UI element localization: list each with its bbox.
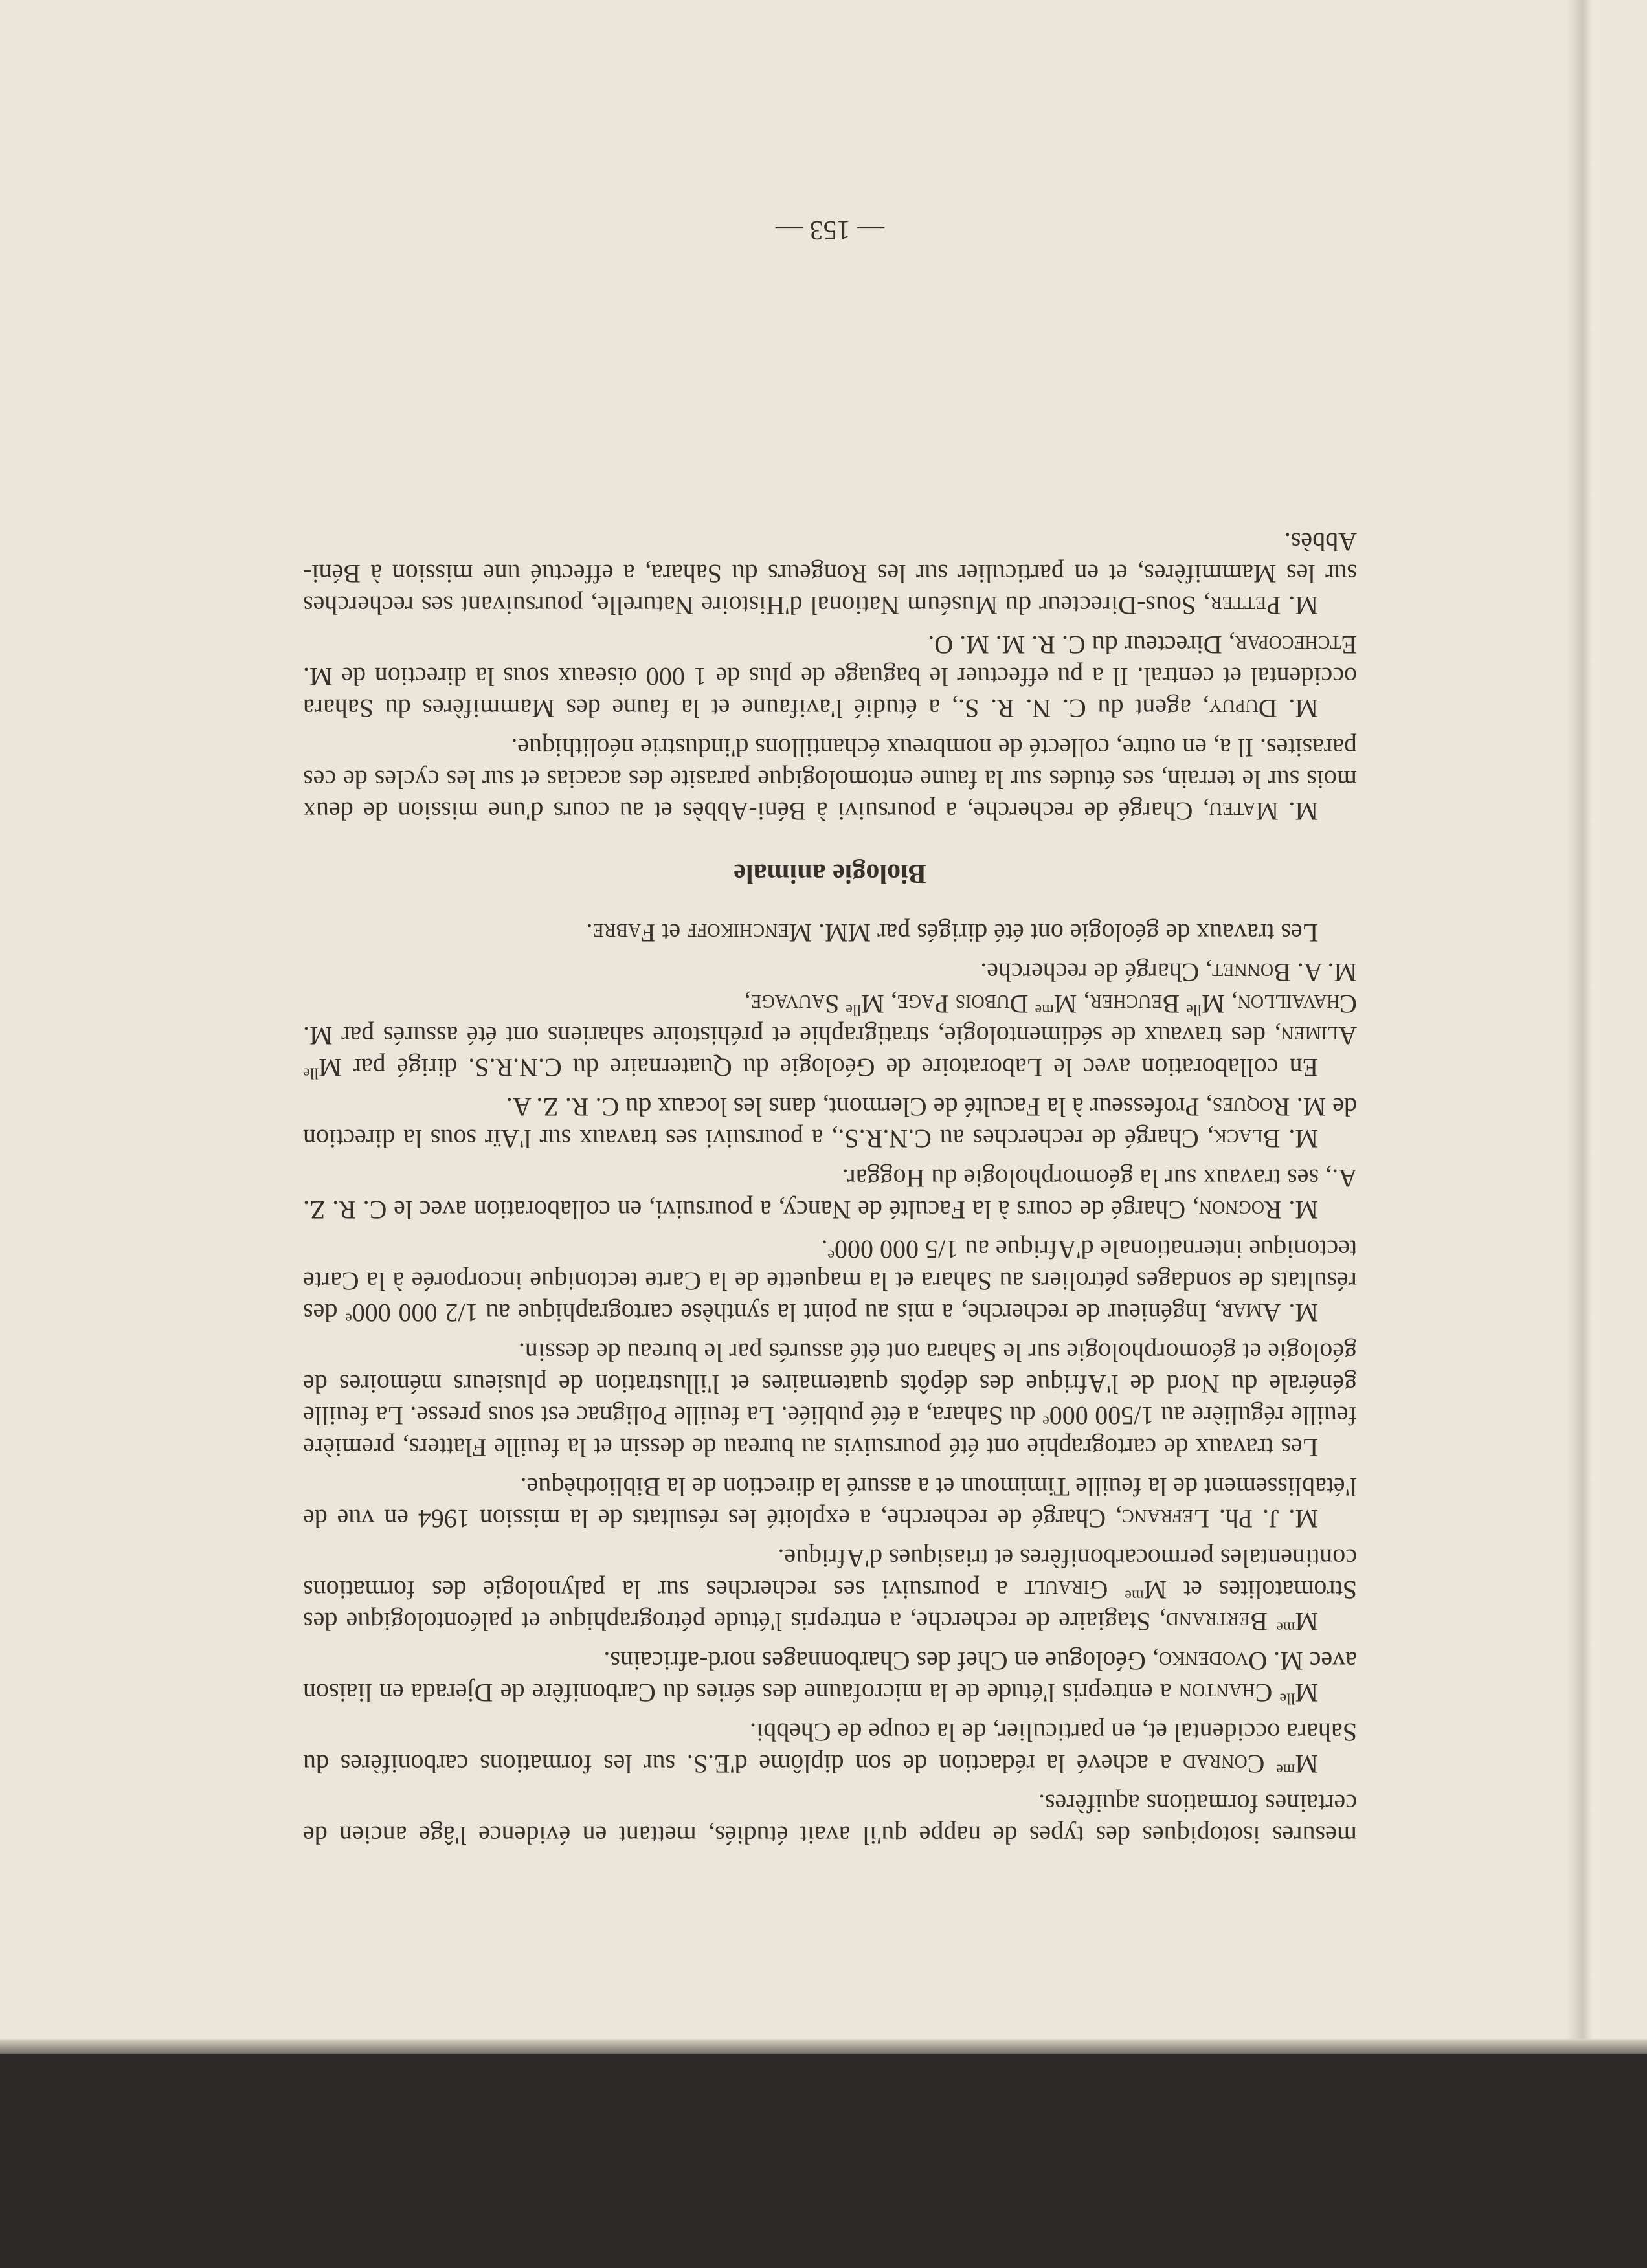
person-name: Black (1213, 1124, 1281, 1153)
text-run: M. (1280, 1124, 1318, 1153)
page-text-rotated (303, 214, 1357, 1851)
person-name: Girault (1024, 1575, 1108, 1605)
text-run: , Chargé de recherche, a poursuivi à Béni-Abbès et au cours d'une mission de deux mois sur le terrain, ses études sur la faune entomologique parasite des acacias et sur les cycles de ces parasites. Il a, en outre, collecté de nombreux échantillons d'industrie néolithique. (303, 733, 1357, 826)
paragraph (303, 1717, 1357, 1780)
section-heading: Biologie animale (734, 858, 926, 888)
text-run: M (1295, 1678, 1318, 1707)
text-run: , Ingénieur de recherche, a mis au point la synthèse cartographique au 1/2 000 000 (352, 1298, 1221, 1328)
superscript: e (345, 1309, 352, 1327)
paragraph (303, 1234, 1357, 1329)
text-run: mesures isotopiques des types de nappe qu'il avait étudiés, mettant en évidence l'âge ancien de certaines formations aquifères. (303, 1789, 1357, 1850)
paragraph (303, 1788, 1357, 1851)
page-number: — 153 — (776, 215, 884, 245)
text-run: , Directeur du C. R. M. M. O. (928, 630, 1235, 660)
person-name: Amar (1220, 1298, 1281, 1328)
paragraph (303, 917, 1357, 949)
person-name: Bertrand (1165, 1607, 1268, 1636)
text-run: M. (1277, 694, 1318, 723)
text-run: M. (1281, 591, 1318, 620)
text-run (839, 990, 846, 1019)
person-name: Sauvage (750, 990, 840, 1019)
superscript: lle (1186, 1001, 1202, 1018)
superscript: lle (846, 1001, 862, 1018)
text-run: M (1295, 1607, 1318, 1636)
person-name: Alimen (1281, 1021, 1357, 1051)
paragraph (303, 629, 1357, 724)
text-run (1268, 1607, 1276, 1636)
page-edge (0, 2039, 1647, 2054)
text-run: , Géologue en Chef des Charbonnages nord-africains. (603, 1647, 1159, 1676)
text-run: , M (1053, 990, 1090, 1019)
superscript: me (1035, 1001, 1054, 1018)
person-name: Dubois Page (897, 990, 1029, 1019)
person-name: Petter (1210, 591, 1281, 620)
person-name: Dupuy (1209, 694, 1277, 723)
text-run: Les travaux de cartographie ont été poursuivis au bureau de dessin et la feuille Flatters, première feuille régulière au 1/500 000 (303, 1401, 1357, 1462)
text-run: , M (861, 990, 897, 1019)
text-run: M. J. Ph. (1209, 1504, 1318, 1533)
person-name: Menchikoff (687, 918, 812, 948)
animal-biology-section (303, 526, 1357, 827)
paragraph (303, 1645, 1357, 1709)
text-run: du Sahara, a été publiée. La feuille Polignac est sous presse. La feuille générale du Nord de l'Afrique des dépôts quaternaires et l'illustration de plusieurs mémoires de géologie et géomorphologie sur le Sahara ont été assurés par le bureau de dessin. (302, 1338, 1357, 1430)
text-run: des résultats de sondages pétroliers au Sahara et la maquette de la Carte tectonique incorporée à la Carte tectonique internationale d'Afrique au 1/5 000 000 (303, 1235, 1357, 1328)
person-name: Chanton (1178, 1678, 1273, 1707)
person-name: Mateu (1209, 797, 1279, 826)
superscript: me (1276, 1761, 1295, 1778)
paragraph (303, 1542, 1357, 1638)
text-run: , Chargé de recherches au C.N.R.S., a poursuivi ses travaux sur l'Aïr sous la direction de M. (303, 1093, 1357, 1153)
person-name: Rognon (1198, 1195, 1282, 1225)
person-name: Lefranc (1122, 1504, 1209, 1533)
person-name: Ovodenko (1158, 1647, 1268, 1676)
text-run (1029, 990, 1035, 1019)
text-run (1264, 1750, 1276, 1779)
text-run: , Sous-Directeur du Muséum National d'Histoire Naturelle, poursuivant ses recherches sur les Mammifères, et en particulier sur les Rongeurs du Sahara, a effectué une mission à Béni-Abbès. (303, 528, 1357, 620)
text-run: , (744, 990, 751, 1019)
text-run: , Stagiaire de recherche, a entrepris l'étude pétrographique et paléontologique des Stromatolites et M (302, 1575, 1357, 1636)
text-run: M. (1279, 797, 1318, 826)
paragraph (303, 1471, 1357, 1535)
person-name: Conrad (1183, 1750, 1265, 1779)
geology-section (303, 917, 1357, 1851)
paragraph (303, 1162, 1357, 1226)
paragraph (303, 1337, 1357, 1463)
person-name: Roques (1212, 1093, 1290, 1122)
text-run (1180, 990, 1186, 1019)
paragraph (303, 732, 1357, 827)
person-name: Etchecopar (1235, 630, 1357, 660)
text-run: , Chargé de recherche. (980, 958, 1213, 987)
text-run: . (586, 918, 593, 948)
paragraph (303, 1091, 1357, 1155)
text-run: et (655, 918, 688, 948)
text-run: M (1295, 1750, 1318, 1779)
superscript: lle (1279, 1689, 1295, 1707)
text-run: a entrepris l'étude de la microfaune des séries du Carbonifère de Djerada en liaison avec M. (302, 1647, 1357, 1707)
text-run: En collaboration avec le Laboratoire de Géologie du Quaternaire du C.N.R.S. dirigé par M (319, 1053, 1318, 1082)
text-run: a achevé la rédaction de son diplôme d'E.S. sur les formations carbonifères du Sahara occidental et, en particulier, de la coupe de Chebbi. (303, 1718, 1357, 1779)
paragraph (303, 957, 1357, 988)
person-name: Beucher (1090, 990, 1180, 1019)
text-run (1108, 1575, 1125, 1605)
person-name: Fabre (592, 918, 656, 948)
superscript: me (1125, 1586, 1144, 1604)
text-run (1272, 1678, 1279, 1707)
text-run: , agent du C. N. R. S., a étudié l'avifaune et la faune des Mammifères du Sahara occidental et central. Il a pu effectuer le baguage de plus de 1 000 oiseaux sous la direction de M. (303, 662, 1357, 723)
text-run: , M (1202, 990, 1238, 1019)
text-run: M. (1281, 1298, 1318, 1328)
paragraph (303, 988, 1357, 1084)
superscript: e (827, 1246, 835, 1263)
text-run: M. (1281, 1195, 1318, 1225)
paragraph (303, 526, 1357, 621)
text-run: , Professeur à la Faculté de Clermont, dans les locaux du C. R. Z. A. (506, 1093, 1213, 1122)
person-name: Chavaillon (1237, 990, 1357, 1019)
text-run: Les travaux de géologie ont été dirigés par MM. (812, 918, 1318, 948)
text-run: a poursuivi ses recherches sur la palynologie des formations continentales permocarbonifères et triasiques d'Afrique. (302, 1544, 1357, 1605)
superscript: me (1276, 1618, 1295, 1636)
superscript: lle (303, 1064, 319, 1082)
text-run: . (821, 1235, 828, 1264)
text-run: , Chargé de recherche, a exploité les résultats de la mission 1964 en vue de l'établissement de la feuille Timimoun et a assuré la direction de la Bibliothèque. (303, 1473, 1357, 1533)
text-run: , Chargé de cours à la Faculté de Nancy, a poursuivi, en collaboration avec le C. R. Z. A., ses travaux sur la géomorphologie du Hoggar. (303, 1164, 1357, 1225)
text-run: M. A. (1290, 958, 1357, 987)
superscript: e (1042, 1412, 1049, 1430)
text-run: , des travaux de sédimentologie, stratigraphie et préhistoire sahariens ont été assurés par M. (303, 1021, 1281, 1051)
person-name: Bonnet (1212, 958, 1291, 987)
